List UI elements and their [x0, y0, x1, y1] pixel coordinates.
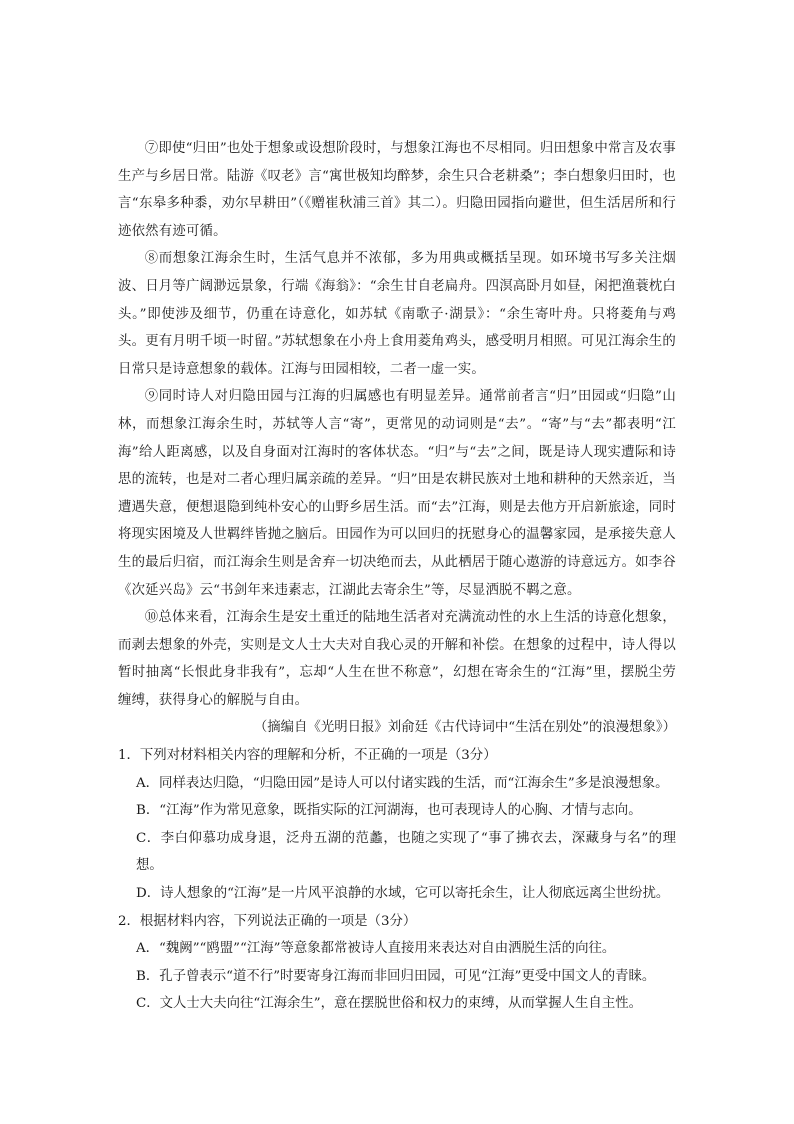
- option-c: C．文人士大夫向往“江海余生”，意在摆脱世俗和权力的束缚，从而掌握人生自主性。: [136, 996, 642, 1012]
- question-stem: 2．根据材料内容，下列说法正确的一项是（3分）: [118, 913, 417, 929]
- option-a: A．“魏阙”“鸥盟”“江海”等意象都常被诗人直接用来表达对自由洒脱生活的向往。: [136, 941, 616, 957]
- option-a: A．同样表达归隐，“归隐田园”是诗人可以付诸实践的生活，而“江海余生”多是浪漫想象。: [136, 775, 669, 791]
- option-b: B．“江海”作为常见意象，既指实际的江河湖海，也可表现诗人的心胸、才情与志向。: [136, 803, 642, 819]
- question-2: [118, 908, 676, 1018]
- question-stem: 1．下列对材料相关内容的理解和分析，不正确的一项是（3分）: [118, 748, 497, 764]
- paragraph-9: ⑨同时诗人对归隐田园与江海的归属感也有明显差异。通常前者言“归”田园或“归隐”山林，而想象江海余生时，苏轼等人言“寄”，更常见的动词则是“去”。“寄”与“去”都表明“江海”给人距离感，以及自身面对江海时的客体状态。“归”与“去”之间，既是诗人现实遭际和诗思的流转，也是对二者心理归属亲疏的差异。“归”田是农耕民族对土地和耕种的天然亲近，当遭遇失意，便想退隐到纯朴安心的山野乡居生活。而“去”江海，则是去他方开启新旅途，同时将现实困境及人世羁绊皆抛之脑后。田园作为可以回归的抚慰身心的温馨家园，是承接失意人生的最后归宿，而江海余生则是舍弃一切决绝而去，从此栖居于随心遨游的诗意远方。如李谷《次延兴岛》云“书剑年来违素志，江湖此去寄余生”等，尽显洒脱不羁之意。: [118, 389, 676, 598]
- paragraph-10: ⑩总体来看，江海余生是安土重迁的陆地生活者对充满流动性的水上生活的诗意化想象，而剥去想象的外壳，实则是文人士大夫对自我心灵的开解和补偿。在想象的过程中，诗人得以暂时抽离“长恨此身非我有”，忘却“人生在世不称意”，幻想在寄余生的“江海”里，摆脱尘劳缠缚，获得身心的解脱与自由。: [118, 610, 676, 708]
- option-b: B．孔子曾表示“道不行”时要寄身江海而非回归田园，可见“江海”更受中国文人的青睐。: [136, 968, 656, 984]
- option-d: D．诗人想象的“江海”是一片风平浪静的水域，它可以寄托余生，让人彻底远离尘世纷扰。: [136, 886, 670, 902]
- paragraph-8: ⑧而想象江海余生时，生活气息并不浓郁，多为用典或概括呈现。如环境书写多关注烟波、日月等广阔渺远景象，行端《海翁》：“余生甘自老扁舟。四溟高卧月如昼，闲把渔蓑枕白头。”即使涉及细节，仍重在诗意化，如苏轼《南歌子·湖景》：“余生寄叶舟。只将菱角与鸡头。更有月明千顷一时留。”苏轼想象在小舟上食用菱角鸡头，感受明月相照。可见江海余生的日常只是诗意想象的载体。江海与田园相较，二者一虚一实。: [118, 251, 676, 377]
- paragraph-7: ⑦即使“归田”也处于想象或设想阶段时，与想象江海也不尽相同。归田想象中常言及农事生产与乡居日常。陆游《叹老》言“寓世极知均醉梦，余生只合老耕桑”；李白想象归田时，也言“东皋多种黍，劝尔早耕田”（《赠崔秋浦三首》其二）。归隐田园指向避世，但生活居所和行迹依然有迹可循。: [118, 141, 676, 239]
- question-1: [118, 742, 676, 908]
- option-c: C．李白仰慕功成身退，泛舟五湖的范蠡，也随之实现了“事了拂衣去，深藏身与名”的理想。: [136, 830, 676, 874]
- source-citation: （摘编自《光明日报》刘俞廷《古代诗词中“生活在别处”的浪漫想象》）: [253, 720, 676, 736]
